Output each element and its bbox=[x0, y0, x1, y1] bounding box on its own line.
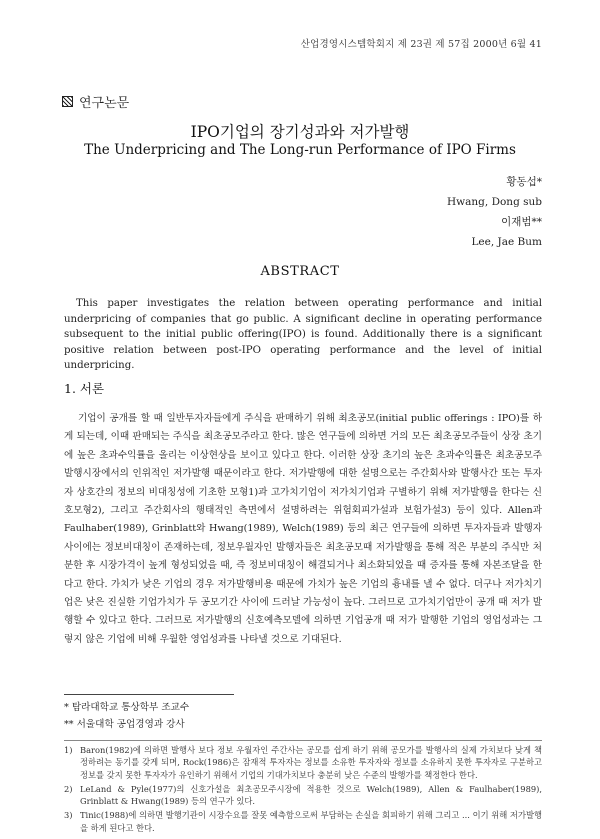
footnote-3-text: Tinic(1988)에 의하면 발행기관이 시장수요를 잘못 예측함으로써 부담하는 손실을 회피하기 위해 그리고 ... 이기 위해 저가발행을 하게 된다고 한다. bbox=[80, 810, 542, 833]
footnote-1-text: Baron(1982)에 의하면 발행사 보다 정보 우월자인 주간사는 공모를 쉽게 하기 위해 공모가를 발행사의 실제 가치보다 낮게 책정하려는 동기를 갖게 되며, Rock(1986)은 잠재적 투자자는 정보를 소유한 투자자와 정보를 소유하지 못한 투자자로 구분하고 정보를 갖지 못한 투자자가 유인하기 위해서 기업의 기대가치보다 충분히 낮은 수준의 발행가를 책정한다 한다. bbox=[80, 745, 542, 780]
author-1-english-name: Hwang, Dong sub bbox=[447, 196, 542, 208]
hatched-square-icon bbox=[62, 96, 73, 107]
footnote-1-number: 1) bbox=[64, 745, 73, 755]
affiliation-2: ** 서울대학 공업경영과 강사 bbox=[64, 719, 185, 730]
author-block bbox=[447, 172, 542, 252]
paper-title-english: The Underpricing and The Long-run Performance of IPO Firms bbox=[84, 142, 516, 158]
affiliation-notes bbox=[64, 699, 189, 733]
section-tag-label: 연구논문 bbox=[79, 96, 130, 111]
affiliation-divider bbox=[64, 694, 234, 695]
footnote-2-text: LeLand & Pyle(1977)의 신호가설을 최초공모주시장에 적용한 것으로 Welch(1989), Allen & Faulhaber(1989), Grinblatt & Hwang(1989) 등의 연구가 있다. bbox=[80, 783, 542, 807]
author-1-korean-name: 황동섭* bbox=[506, 176, 542, 188]
footnote-3-number: 3) bbox=[64, 810, 73, 821]
paper-title-korean: IPO기업의 장기성과와 저가발행 bbox=[190, 123, 410, 141]
footnote-1 bbox=[64, 744, 542, 781]
running-header: 산업경영시스템학회지 제 23권 제 57집 2000년 6월 41 bbox=[300, 39, 542, 50]
footnote-2-number: 2) bbox=[64, 783, 73, 794]
abstract-text: This paper investigates the relation between operating performance and initial underpricing of companies that go public. A significant decline in operating performance subsequent to the initial public offering(IPO) is found. Additionally there is a significant positive relation between post-IPO operating performance and the level of initial underpricing. bbox=[64, 298, 542, 371]
footnote-list bbox=[64, 744, 542, 836]
author-2-english-name: Lee, Jae Bum bbox=[471, 236, 542, 248]
author-2-korean-name: 이재범** bbox=[501, 216, 542, 228]
footnote-2 bbox=[64, 783, 542, 808]
section-tag bbox=[62, 92, 129, 111]
abstract-heading: ABSTRACT bbox=[260, 264, 340, 279]
footnote-3 bbox=[64, 809, 542, 834]
section-1-body: 기업이 공개를 할 때 일반투자자들에게 주식을 판매하기 위해 최초공모(initial public offerings : IPO)를 하게 되는데, 이때 판매되는 주식을 최초공모주라고 한다. 많은 연구들에 의하면 거의 모든 최초공모주들이 상장 초기에 높은 초과수익률을 올리는 이상현상을 보이고 있다고 한다. 이러한 상장 초기의 높은 초과수익률은 최초공모주 발행시장에서의 인위적인 저가발행 때문이라고 한다. 저가발행에 대한 설명으로는 주간회사와 발행사간 또는 투자자 상호간의 정보의 비대칭성에 기초한 모형1)과 고가치기업이 저가치기업과 구별하기 위해 저가발행을 한다는 신호모형2), 그리고 주간회사의 행태적인 측면에서 설명하려는 위험회피가설과 보험가설3) 등이 있다. Allen과 Faulhaber(1989), Grinblatt와 Hwang(1989), Welch(1989) 등의 최근 연구들에 의하면 투자자들과 발행자 사이에는 정보비대칭이 존재하는데, 정보우월자인 발행자들은 최초공모때 저가발행을 통해 적은 부분의 주식만 처분한 후 시장가격이 높게 형성되었을 때, 즉 정보비대칭이 해결되거나 최소화되었을 때 증자를 통해 자본조달을 한다고 한다. 가치가 낮은 기업의 경우 저가발행비용 때문에 가치가 높은 기업의 흉내를 낼 수 없다. 더구나 저가치기업은 낮은 진실한 기업가치가 두 공모기간 사이에 드러날 가능성이 높다. 그러므로 고가치기업만이 공개 때 저가 발행할 수 있다고 한다. 그러므로 저가발행의 신호예측모델에 의하면 기업공개 때 저가 발행한 기업의 영업성과는 그렇지 않은 기업에 비해 우월한 영업성과를 나타낼 것으로 기대된다. bbox=[64, 413, 542, 645]
footnote-divider bbox=[64, 740, 542, 741]
section-1-heading: 1. 서론 bbox=[64, 381, 105, 396]
affiliation-1: * 탐라대학교 통상학부 조교수 bbox=[64, 702, 190, 713]
